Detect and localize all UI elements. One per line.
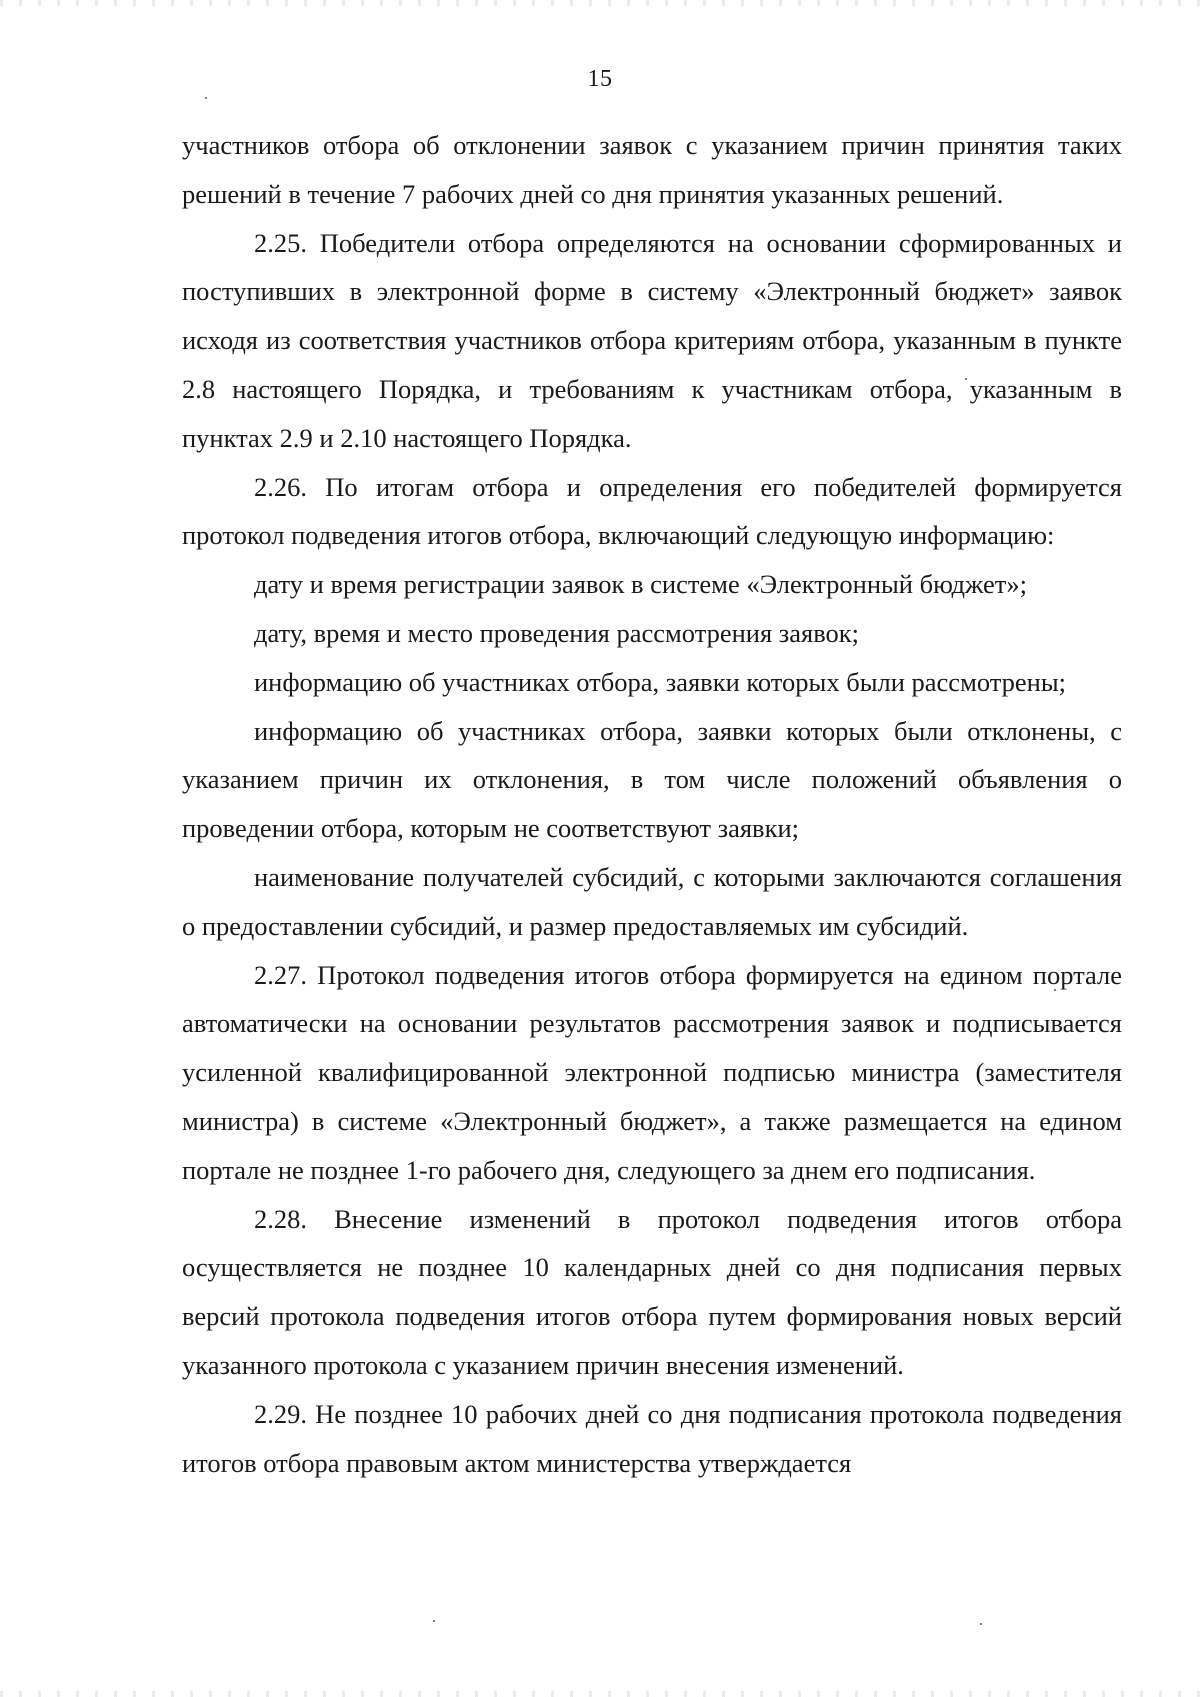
scan-edge-bottom (0, 1691, 1200, 1697)
list-item-review-date-place: дату, время и место проведения рассмотрения заявок; (254, 617, 860, 648)
paragraph-2-26: 2.26. По итогам отбора и определения его победителей формируется протокол подведения итогов отбора, включающий следующую информацию: (182, 471, 1122, 551)
paragraph-2-28: 2.28. Внесение изменений в протокол подведения итогов отбора осуществляется не позднее 10 календарных дней со дня подписания первых версий протокола подведения итогов отбора путем формирования новых версий указанного протокола с указанием причин внесения изменений. (182, 1203, 1122, 1380)
list-item-subsidy-recipients: наименование получателей субсидий, с которыми заключаются соглашения о предоставлении субсидий, и размер предоставляемых им субсидий. (182, 861, 1122, 941)
scan-speck (980, 1623, 982, 1625)
document-body (182, 121, 1122, 1487)
list-item-registration-date: дату и время регистрации заявок в системе «Электронный бюджет»; (254, 569, 1027, 600)
scan-speck (205, 97, 207, 99)
paragraph-2-25: 2.25. Победители отбора определяются на основании сформированных и поступивших в электронной форме в систему «Электронный бюджет» заявок исходя из соответствия участников отбора критериям отбора, указанным в пункте 2.8 настоящего Порядка, и требованиям к участникам отбора, указанным в пунктах 2.9 и 2.10 настоящего Порядка. (182, 227, 1122, 453)
paragraph-2-29: 2.29. Не позднее 10 рабочих дней со дня подписания протокола подведения итогов отбора правовым актом министерства утверждается (182, 1398, 1122, 1478)
list-item-rejected-participants: информацию об участниках отбора, заявки которых были отклонены, с указанием причин их отклонения, в том числе положений объявления о проведении отбора, которым не соответствуют заявки; (182, 715, 1122, 844)
scan-speck (433, 1620, 435, 1622)
scan-edge-top (0, 0, 1200, 6)
page-number: 15 (587, 66, 613, 92)
list-item-reviewed-participants: информацию об участниках отбора, заявки которых были рассмотрены; (254, 666, 1067, 697)
paragraph-continuation: участников отбора об отклонении заявок с указанием причин принятия таких решений в течение 7 рабочих дней со дня принятия указанных решений. (182, 130, 1122, 209)
paragraph-2-27: 2.27. Протокол подведения итогов отбора формируется на едином портале автоматически на основании результатов рассмотрения заявок и подписывается усиленной квалифицированной электронной подписью министра (заместителя министра) в системе «Электронный бюджет», а также размещается на едином портале не позднее 1-го рабочего дня, следующего за днем его подписания. (182, 959, 1122, 1185)
